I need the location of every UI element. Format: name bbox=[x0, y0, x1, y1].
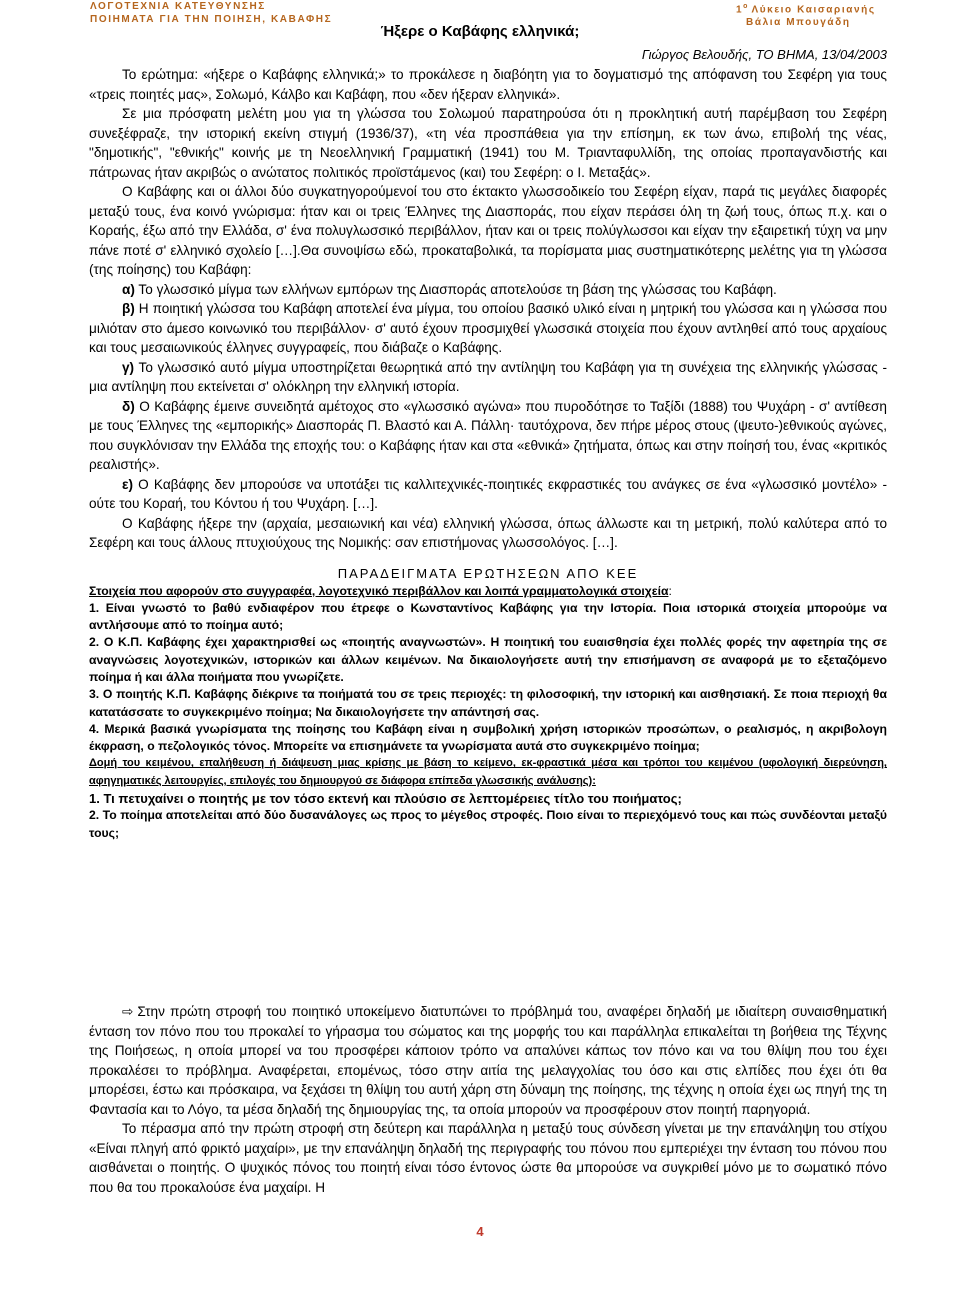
paragraph-1: Το ερώτημα: «ήξερε ο Καβάφης ελληνικά;» το προκάλεσε η διαβόητη για το δογματισμό της απόφανση του Σεφέρη για τους «τρεις ποιητές μας», Σολωμό, Κάλβο και Καβάφη, που «δεν ήξεραν ελληνικά». bbox=[89, 67, 887, 102]
page-header bbox=[0, 0, 960, 29]
paragraph-3: Ο Καβάφης και οι άλλοι δύο συγκατηγορούμενοί του στο έκτακτο γλωσσοδικείο του Σεφέρη είχαν, παρά τις μεγάλες διαφορές μεταξύ τους, ένα κοινό γνώρισμα: ήταν και οι τρεις Έλληνες της Διασποράς, που είχαν περάσει όλη τη ζωή τους, όπως π.χ. και ο Κοραής, έξω από την Ελλάδα, σ' ένα πολυγλωσσικό περιβάλλον, ήταν και οι τρεις πολύγλωσσοι και είχαν την εξαιρετική τύχη να μην πάνε ποτέ σ' ελληνικό σχολείο […].Θα συνοψίσω εδώ, προκαταβολικά, τα πορίσματα μιας συστηματικότερης μελέτης για τη γλώσσα (της ποίησης) του Καβάφη: bbox=[89, 184, 887, 277]
list-item-c: γ) Το γλωσσικό αυτό μίγμα υποστηρίζεται θεωρητικά από την αντίληψη του Καβάφη για τη συνέχεια της ελληνικής γλώσσας - μια αντίληψη που εκτείνεται σ' ολόκληρη την ελληνική ιστορία. bbox=[89, 359, 887, 394]
sub-question-2: 2. Το ποίημα αποτελείται από δύο δυσανάλογες ως προς το μέγεθος στροφές. Ποιο είναι το περιεχόμενό τους και πώς συνδέονται μεταξύ τους; bbox=[89, 808, 887, 840]
arrow-right-icon: ⇨ bbox=[122, 1004, 134, 1019]
header-author: Βάλια Μπουγάδη bbox=[746, 17, 851, 29]
questions-subheading-1: Στοιχεία που αφορούν στο συγγραφέα, λογοτεχνικό περιβάλλον και λοιπά γραμματολογικά στοιχεία: bbox=[89, 583, 672, 598]
paragraph-last: Ο Καβάφης ήξερε την (αρχαία, μεσαιωνική και νέα) ελληνική γλώσσα, όπως άλλωστε και τη μετρική, πολύ καλύτερα από το Σεφέρη και τους άλλους πτυχιούχους της Νομικής: σαν επιστήμονας γλωσσολόγος. […]. bbox=[89, 515, 887, 550]
questions-subheading-2: Δομή του κειμένου, επαλήθευση ή διάψευση μιας κρίσης με βάση το κείμενο, εκ-φραστικά μέσα και τρόποι του κειμένου (υφολογική διερεύνηση, αφηγηματικές λειτουργίες, επιλογές του δημιουργού σε διάφορα επίπεδα γλωσσικής ανάλυσης): bbox=[89, 757, 887, 787]
questions-heading: ΠΑΡΑΔΕΙΓΜΑΤΑ ΕΡΩΤΗΣΕΩΝ ΑΠΟ ΚΕΕ bbox=[337, 565, 639, 581]
answer-block bbox=[89, 1002, 887, 1197]
header-school: $1^o$ Λύκειο Καισαριανής bbox=[736, 3, 876, 16]
question-4: 4. Μερικά βασικά γνωρίσματα της ποίησης του Καβάφη είναι η συμβολική χρήση ιστορικών προσώπων, ο ρεαλισμός, η ακριβολογη έκφραση, ο πεζολογικός τόνος. Μπορείτε να επισημάνετε τα γνωρίσματα αυτά στο συγκεκριμένο ποίημα; bbox=[89, 721, 887, 754]
page-number: 4 bbox=[476, 1224, 484, 1239]
question-2: 2. Ο Κ.Π. Καβάφης έχει χαρακτηρισθεί ως «ποιητής αναγνωστών». Η ποιητική του ευαισθησία έχει πολλές φορές την αφετηρία της σε αναγνώσεις λογοτεχνικών, ιστορικών και άλλων κειμένων. Να δικαιολογήσετε αυτή την επισήμανση σε αναφορά με το εξεταζόμενο ποίημα ή και άλλα ποιήματα που γνωρίζετε. bbox=[89, 635, 887, 684]
answer-paragraph-2: Το πέρασμα από την πρώτη στροφή στη δεύτερη και παράλληλα η μεταξύ τους σύνδεση γίνεται με την επανάληψη του στίχου «Είναι πληγή από φρικτό μαχαίρι», με την επανάληψη δηλαδή της περιγραφής του πόνου που εμπεριέχει την ένταση του πόνου που αισθάνεται ο ποιητής. Ο ψυχικός πόνος του ποιητή είναι τόσο έντονος ώστε θα μπορούσε να συγκριθεί μόνο με το σωματικό πόνο που θα του προκαλούσε ένα μαχαίρι. Η bbox=[89, 1121, 887, 1195]
header-unit: ΠΟΙΗΜΑΤΑ ΓΙΑ ΤΗΝ ΠΟΙΗΣΗ, ΚΑΒΑΦΗΣ bbox=[90, 14, 333, 25]
paragraph-2: Σε μια πρόσφατη μελέτη μου για τη γλώσσα του Σολωμού παρατηρούσα ότι η προκλητική αυτή παρέμβαση του Σεφέρη συνεξέφραζε, την ιστορική εκείνη στιγμή (1936/37), «τη νέα προσπάθεια για την επίσημη, εκ των άνω, επιβολή της νέας, "δημοτικής", "εθνικής" κοινής με τη Νεοελληνική Γραμματική (1941) του Μ. Τριανταφυλλίδη, της οποίας προπαγανδιστής και πάτρωνας ήταν ακριβώς ο ανώτατος πολιτικός προϊστάμενος (και) του Σεφέρη: ο Ι. Μεταξάς». bbox=[89, 106, 887, 180]
list-item-b: β) Η ποιητική γλώσσα του Καβάφη αποτελεί ένα μίγμα, του οποίου βασικό υλικό είναι η μητρική του γλώσσα και η γλώσσα που μιλιόταν στο άμεσο κοινωνικό του περιβάλλον· σ' αυτό έχουν προσμιχθεί γλωσσικά στοιχεία που έχουν αντληθεί από τους αρχαίους και τους μεσαιωνικούς έλληνες συγγραφείς, που διάβαζε ο Καβάφης. bbox=[89, 301, 888, 355]
answer-paragraph-1: ⇨ Στην πρώτη στροφή του ποιητικό υποκείμενο διατυπώνει το πρόβλημά του, αναφέρει δηλαδή με ιδιαίτερη συναισθηματική ένταση τον πόνο που του προκαλεί το γήρασμα του σώματος και της μορφής του και παράλληλα επικαλείται τη βοήθεια της Τέχνης της Ποιήσεως, η οποία μπορεί να του προσφέρει κάποιον τρόπο να απαλύνει κάπως τον πόνο και να του θλίψη που του έχει προκαλέσει το πρόβλημα. Αναφέρεται, επομένως, τόσο στην αιτία της μελαγχολίας του όσο και στις ελπίδες που έχει ότι θα μπορέσει, έστω και πρόσκαιρα, να ξεχάσει τη θλίψη του αυτή χάρη στη δύναμη της ποίησης, της τέχνης η οποία έχει ως πηγή της τη Φαντασία και το Λόγο, τα μέσα δηλαδή της δημιουργίας της, τα οποία μπορούν να προσφέρουν στον ποιητή παρηγοριά. bbox=[89, 1004, 887, 1117]
sub-question-1: 1. Τι πετυχαίνει ο ποιητής με τον τόσο εκτενή και πλούσιο σε λεπτομέρειες τίτλο του ποιήματος; bbox=[89, 791, 682, 807]
question-1: 1. Είναι γνωστό το βαθύ ενδιαφέρον που έτρεφε ο Κωνσταντίνος Καβάφης για την Ιστορία. Ποια ιστορικά στοιχεία μπορούμε να αντλήσουμε από το ποίημα αυτό; bbox=[89, 600, 887, 633]
header-subject: ΛΟΓΟΤΕΧΝΙΑ ΚΑΤΕΥΘΥΝΣΗΣ bbox=[90, 1, 266, 12]
questions-block bbox=[89, 583, 887, 842]
page-title: Ήξερε ο Καβάφης ελληνικά; bbox=[380, 23, 580, 40]
list-item-d: δ) Ο Καβάφης έμεινε συνειδητά αμέτοχος στο «γλωσσικό αγώνα» που πυροδότησε το Ταξίδι (1888) του Ψυχάρη - σ' αντίθεση με τους Έλληνες της «εμπορικής» Διασποράς Π. Βλαστό και Α. Πάλλη· ταυτόχρονα, δεν πήρε μέρος στους (ψευτο-)εθνικούς αγώνες, που συγκλόνισαν την Ελλάδα της εποχής του: ο Καβάφης ήταν και στα «εθνικά» ζητήματα, όπως και στην ποίησή του, ένας «κριτικός ρεαλιστής». bbox=[89, 398, 887, 472]
list-item-e: ε) Ο Καβάφης δεν μπορούσε να υποτάξει τις καλλιτεχνικές-ποιητικές εκφραστικές του ανάγκες σε ένα «γλωσσικό μοντέλο» - ούτε του Κοραή, του Κόντου ή του Ψυχάρη. […]. bbox=[89, 476, 888, 511]
question-3: 3. Ο ποιητής Κ.Π. Καβάφης διέκρινε τα ποιήματά του σε τρεις περιοχές: τη φιλοσοφική, την ιστορική και αισθησιακή. Σε ποια περιοχή θα κατατάσσατε το συγκεκριμένο ποίημα; Να δικαιολογήσετε την απάντησή σας. bbox=[89, 687, 887, 719]
article-body bbox=[89, 65, 887, 842]
article-source: Γιώργος Βελουδής, ΤΟ ΒΗΜΑ, 13/04/2003 bbox=[641, 47, 887, 62]
list-item-a: α) Το γλωσσικό μίγμα των ελλήνων εμπόρων της Διασποράς αποτελούσε τη βάση της γλώσσας του Καβάφη. bbox=[122, 281, 777, 297]
